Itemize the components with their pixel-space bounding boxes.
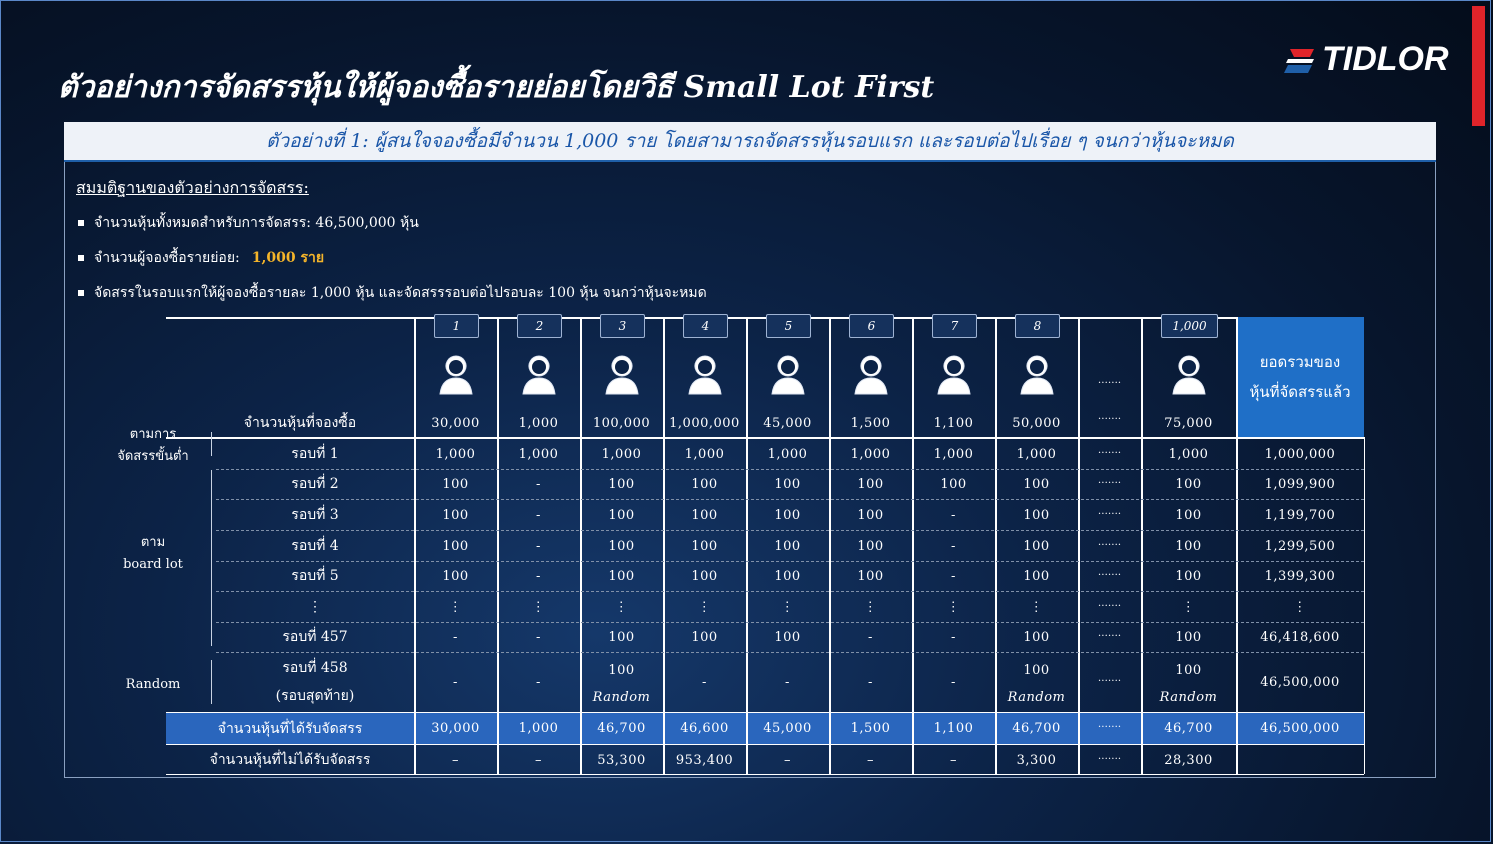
investor-number: 6	[849, 314, 894, 338]
bullet-icon	[78, 255, 84, 261]
round-value: 100	[1175, 662, 1202, 678]
round-value: 1,000	[601, 446, 642, 462]
round-value: 100	[1023, 538, 1050, 554]
table-right-line	[1364, 437, 1365, 774]
round-value: 1,000	[1168, 446, 1209, 462]
ellipsis: …….	[1097, 673, 1122, 684]
round-value: 1,000	[435, 446, 476, 462]
round-value: 100	[442, 507, 469, 523]
round-value: 100	[608, 568, 635, 584]
round-value: -	[951, 538, 956, 554]
round-value: 100	[1175, 538, 1202, 554]
round-value: 100	[608, 629, 635, 645]
round-value: 1,000	[850, 446, 891, 462]
investor-number: 8	[1015, 314, 1060, 338]
round-total: 1,199,700	[1264, 507, 1336, 523]
logo-text: TIDLOR	[1322, 40, 1449, 78]
assumption-bullet	[78, 247, 324, 269]
group-brace-line	[211, 432, 212, 456]
not-allocated-value: –	[867, 752, 874, 768]
bullet-icon	[78, 290, 84, 296]
round-value: 100	[774, 476, 801, 492]
round-value: -	[951, 675, 956, 690]
bullet-text: จำนวนผู้จองซื้อรายย่อย:	[94, 250, 240, 266]
man-icon	[517, 350, 561, 398]
allocated-total: 46,500,000	[1260, 721, 1340, 736]
round-value: 100	[608, 662, 635, 678]
ellipsis: …….	[1097, 597, 1122, 609]
woman-short-hair-icon	[600, 350, 644, 398]
allocated-value: 45,000	[763, 721, 812, 736]
round-value: 100	[774, 568, 801, 584]
round-value: 1,000	[933, 446, 974, 462]
round-value: 100	[774, 507, 801, 523]
round-value: 1,000	[767, 446, 808, 462]
allocated-value: 46,700	[597, 721, 646, 736]
man-sunglasses-icon	[1167, 350, 1211, 398]
random-note: Random	[1007, 689, 1066, 705]
round-value: 100	[1175, 507, 1202, 523]
round-value: 100	[857, 538, 884, 554]
not-allocated-value: 53,300	[597, 752, 646, 768]
round-value: ⋮	[863, 599, 878, 615]
sum-header-line: หุ้นที่จัดสรรแล้ว	[1249, 383, 1351, 401]
round-value: 100	[1175, 476, 1202, 492]
group-brace-line	[211, 470, 212, 646]
ellipsis: …….	[1097, 566, 1122, 578]
random-note: Random	[1159, 689, 1218, 705]
round-value: -	[702, 675, 707, 690]
group-min-label	[110, 424, 196, 468]
subscribed-value: 50,000	[1012, 415, 1061, 431]
subscribed-value: 1,100	[933, 415, 974, 431]
subscribed-value: 75,000	[1164, 415, 1213, 431]
round-total: 1,000,000	[1264, 446, 1336, 462]
woman-icon	[1015, 350, 1059, 398]
ellipsis: …….	[1097, 374, 1122, 386]
man-suit-icon	[434, 350, 478, 398]
round-value: ⋮	[697, 599, 712, 615]
investor-number: 3	[600, 314, 645, 338]
round-label: รอบที่ 1	[291, 446, 339, 462]
round-label: รอบที่ 458	[282, 660, 348, 676]
woman-long-hair-icon	[683, 350, 727, 398]
not-allocated-value: 3,300	[1016, 752, 1057, 768]
round-value: -	[951, 507, 956, 523]
round-value: 100	[1023, 568, 1050, 584]
not-allocated-label: จำนวนหุ้นที่ไม่ได้รับจัดสรร	[209, 752, 371, 768]
round-value: 100	[691, 476, 718, 492]
round-value: -	[785, 675, 790, 690]
subscribed-value: 1,000	[518, 415, 559, 431]
round-total: 46,500,000	[1260, 675, 1340, 690]
round-value: 100	[857, 507, 884, 523]
assumption-bullet	[78, 212, 419, 234]
not-allocated-value: 953,400	[675, 752, 734, 768]
subscribed-value: 1,000,000	[669, 415, 740, 431]
ellipsis: …….	[1097, 536, 1122, 548]
table-bottom-line	[166, 774, 1364, 775]
nurse-icon	[766, 350, 810, 398]
red-accent-bar	[1472, 6, 1485, 126]
round-total: 46,418,600	[1260, 629, 1340, 645]
round-value: -	[536, 507, 541, 523]
round-value: 100	[691, 629, 718, 645]
bullet-text: จำนวนหุ้นทั้งหมดสำหรับการจัดสรร: 46,500,000 หุ้น	[94, 215, 419, 231]
group-line: ตาม	[140, 535, 166, 550]
bullet-text: จัดสรรในรอบแรกให้ผู้จองซื้อรายละ 1,000 หุ้น และจัดสรรรอบต่อไปรอบละ 100 หุ้น จนกว่าหุ้นจะหมด	[94, 285, 707, 301]
tidlor-logo-icon	[1284, 45, 1318, 75]
round-value: 100	[691, 568, 718, 584]
group-brace-line	[211, 660, 212, 704]
round-value: -	[536, 538, 541, 554]
random-note: Random	[592, 689, 651, 705]
subscribed-value: 45,000	[763, 415, 812, 431]
round-label: รอบที่ 2	[291, 476, 339, 492]
round-value: ⋮	[614, 599, 629, 615]
investor-number: 7	[932, 314, 977, 338]
round-value: 100	[442, 476, 469, 492]
round-value: 1,000	[684, 446, 725, 462]
bullet-icon	[78, 220, 84, 226]
not-allocated-value: –	[784, 752, 791, 768]
round-value: 100	[1023, 629, 1050, 645]
investor-number: 2	[517, 314, 562, 338]
round-value: 100	[1175, 568, 1202, 584]
round-value: 1,000	[1016, 446, 1057, 462]
round-value: 100	[1175, 629, 1202, 645]
round-value: 100	[1023, 507, 1050, 523]
round-label: รอบที่ 3	[291, 507, 339, 523]
group-line: board lot	[123, 557, 183, 572]
round-value: -	[951, 629, 956, 645]
group-line: ตามการ	[129, 427, 177, 442]
allocated-label: จำนวนหุ้นที่ได้รับจัดสรร	[217, 720, 363, 737]
ellipsis: …….	[1097, 410, 1122, 422]
example-banner: ตัวอย่างที่ 1: ผู้สนใจจองซื้อมีจำนวน 1,000 ราย โดยสามารถจัดสรรหุ้นรอบแรก และรอบต่อไปเรื่อย ๆ จนกว่าหุ้นจะหมด	[64, 122, 1436, 162]
round-value: 100	[691, 538, 718, 554]
ellipsis: …….	[1097, 719, 1122, 730]
round-value: ⋮	[1181, 599, 1196, 615]
round-label: (รอบสุดท้าย)	[275, 688, 355, 704]
round-value: -	[536, 568, 541, 584]
round-value: ⋮	[780, 599, 795, 615]
round-value: -	[951, 568, 956, 584]
group-board-label	[110, 532, 196, 576]
subscribed-value: 100,000	[592, 415, 651, 431]
round-value: ⋮	[531, 599, 546, 615]
round-value: 100	[608, 476, 635, 492]
ellipsis: …….	[1097, 444, 1122, 456]
sum-header	[1236, 317, 1364, 437]
round-total: 1,399,300	[1264, 568, 1336, 584]
subscribed-label: จำนวนหุ้นที่จองซื้อ	[243, 415, 357, 431]
allocated-value: 30,000	[431, 721, 480, 736]
round-value: 100	[608, 507, 635, 523]
round-value: 100	[442, 568, 469, 584]
ellipsis: …….	[1097, 474, 1122, 486]
round-value: -	[536, 675, 541, 690]
round-value: 100	[857, 476, 884, 492]
allocated-value: 1,000	[518, 721, 559, 736]
ellipsis: …….	[1097, 505, 1122, 517]
not-allocated-value: –	[950, 752, 957, 768]
subscribed-value: 30,000	[431, 415, 480, 431]
round-value: 100	[1023, 476, 1050, 492]
round-value: 100	[608, 538, 635, 554]
round-value: ⋮	[946, 599, 961, 615]
subscribed-value: 1,500	[850, 415, 891, 431]
round-value: -	[453, 629, 458, 645]
round-value: 100	[940, 476, 967, 492]
investor-number: 5	[766, 314, 811, 338]
round-label: รอบที่ 4	[291, 538, 339, 554]
round-total: 1,099,900	[1264, 476, 1336, 492]
round-value: -	[868, 629, 873, 645]
not-allocated-value: –	[452, 752, 459, 768]
allocated-value: 1,500	[850, 721, 891, 736]
ellipsis: …….	[1097, 750, 1122, 762]
round-value: -	[536, 476, 541, 492]
allocated-value: 1,100	[933, 721, 974, 736]
round-value: ⋮	[448, 599, 463, 615]
round-total: ⋮	[1293, 599, 1307, 615]
round-value: -	[536, 629, 541, 645]
allocated-value: 46,700	[1164, 721, 1213, 736]
round-total: 1,299,500	[1264, 538, 1336, 554]
assumptions-title: สมมติฐานของตัวอย่างการจัดสรร:	[76, 178, 309, 197]
round-value: 100	[1023, 662, 1050, 678]
round-value: ⋮	[1029, 599, 1044, 615]
round-value: -	[453, 675, 458, 690]
page-title: ตัวอย่างการจัดสรรหุ้นให้ผู้จองซื้อรายย่อยโดยวิธี Small Lot First	[58, 70, 935, 105]
group-random-label: Random	[125, 677, 181, 692]
round-label: รอบที่ 5	[291, 568, 339, 584]
round-value: 100	[774, 629, 801, 645]
tidlor-logo	[1284, 40, 1449, 79]
sum-header-line: ยอดรวมของ	[1259, 353, 1341, 371]
assumption-bullet	[78, 282, 707, 304]
investor-number: 1,000	[1161, 314, 1218, 338]
round-value: 100	[774, 538, 801, 554]
investor-number: 4	[683, 314, 728, 338]
round-value: 1,000	[518, 446, 559, 462]
bullet-highlight: 1,000 ราย	[251, 250, 325, 266]
not-allocated-value: 28,300	[1164, 752, 1213, 768]
investor-number: 1	[434, 314, 479, 338]
not-allocated-value: –	[535, 752, 542, 768]
round-value: -	[868, 675, 873, 690]
group-line: จัดสรรขั้นต่ำ	[117, 449, 189, 464]
woman-hijab-icon	[849, 350, 893, 398]
round-label: รอบที่ 457	[282, 629, 348, 645]
allocated-value: 46,600	[680, 721, 729, 736]
man-glasses-icon	[932, 350, 976, 398]
round-value: 100	[442, 538, 469, 554]
round-value: 100	[691, 507, 718, 523]
round-label: ⋮	[308, 599, 322, 615]
ellipsis: …….	[1097, 627, 1122, 639]
allocated-value: 46,700	[1012, 721, 1061, 736]
round-value: 100	[857, 568, 884, 584]
